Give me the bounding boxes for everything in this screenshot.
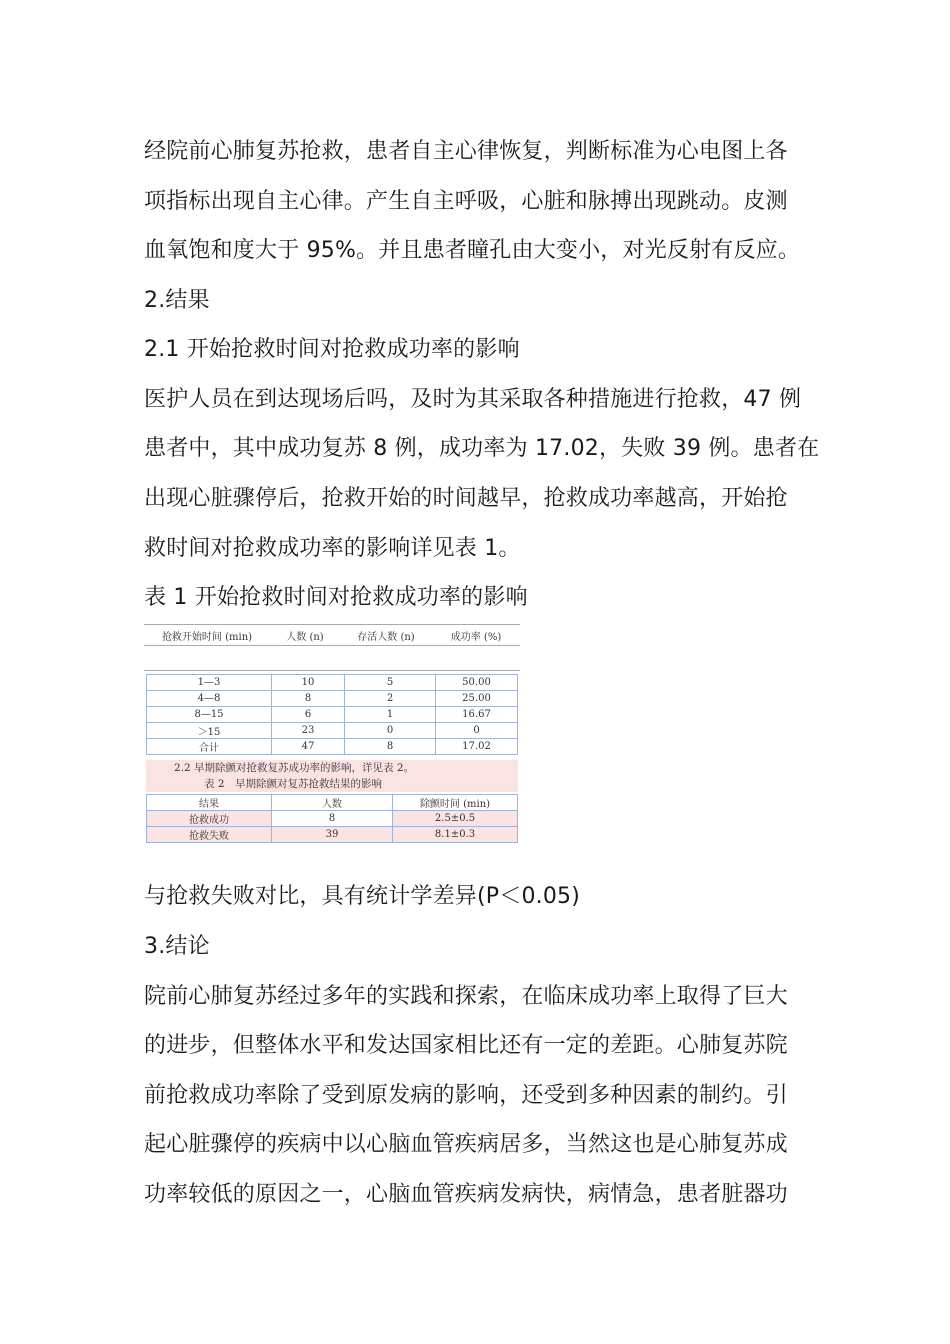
paragraph-line: 救时间对抢救成功率的影响详见表 1。	[144, 536, 521, 561]
section-2-2-heading: 2.2 早期除颤对抢救复苏成功率的影响，详见表 2。	[146, 760, 518, 776]
table1-header-cell: 存活人数 (n)	[357, 632, 415, 643]
table1-divider	[144, 652, 520, 671]
table-row	[147, 827, 518, 843]
paragraph-line: 血氧饱和度大于 95%。并且患者瞳孔由大变小，对光反射有反应。	[144, 238, 801, 263]
table-cell: 23	[272, 723, 345, 739]
paragraph-line: 项指标出现自主心律。产生自主呼吸，心脏和脉搏出现跳动。皮测	[144, 189, 788, 214]
subsection-heading: 2.1 开始抢救时间对抢救成功率的影响	[144, 337, 520, 362]
table-row	[147, 707, 518, 723]
paragraph-line: 患者中，其中成功复苏 8 例，成功率为 17.02，失败 39 例。患者在	[144, 436, 820, 461]
paragraph-line: 经院前心肺复苏抢救，患者自主心律恢复，判断标准为心电图上各	[144, 139, 788, 164]
table1-header-cell: 抢救开始时间 (min)	[161, 632, 253, 643]
table-cell: 2.5±0.5	[393, 811, 518, 827]
table-row	[147, 675, 518, 691]
table-caption: 表 1 开始抢救时间对抢救成功率的影响	[144, 585, 528, 610]
table-row	[147, 739, 518, 755]
table-cell: 8	[272, 691, 345, 707]
paragraph-line: 出现心脏骤停后，抢救开始的时间越早，抢救成功率越高，开始抢	[144, 486, 788, 511]
table-cell: 合计	[147, 739, 272, 755]
table-row	[147, 723, 518, 739]
paragraph-line: 院前心肺复苏经过多年的实践和探索，在临床成功率上取得了巨大	[144, 984, 788, 1009]
table-cell: 0	[436, 723, 518, 739]
table2	[146, 794, 518, 843]
table-row	[147, 691, 518, 707]
table2-caption: 表 2 早期除颤对复苏抢救结果的影响	[146, 776, 518, 792]
table2-header-cell: 结果	[147, 795, 272, 811]
paragraph-line: 的进步，但整体水平和发达国家相比还有一定的差距。心肺复苏院	[144, 1033, 788, 1058]
table-cell: 抢救失败	[147, 827, 272, 843]
paragraph-line: 功率较低的原因之一，心脑血管疾病发病快，病情急，患者脏器功	[144, 1182, 788, 1207]
embedded-table-image	[144, 622, 520, 848]
paragraph-line: 与抢救失败对比，具有统计学差异(P＜0.05)	[144, 884, 581, 909]
section-heading: 2.结果	[144, 288, 210, 313]
section-heading: 3.结论	[144, 934, 210, 959]
table-cell: 8	[272, 811, 393, 827]
table2-header-cell: 除颤时间 (min)	[393, 795, 518, 811]
table-row	[147, 811, 518, 827]
paragraph-line: 起心脏骤停的疾病中以心脑血管疾病居多，当然这也是心肺复苏成	[144, 1132, 788, 1157]
table1	[146, 674, 518, 755]
table-cell: 5	[345, 675, 436, 691]
table-cell: 50.00	[436, 675, 518, 691]
table-cell: 1	[345, 707, 436, 723]
table2-header-cell: 人数	[272, 795, 393, 811]
table-cell: 8.1±0.3	[393, 827, 518, 843]
table-cell: 17.02	[436, 739, 518, 755]
table-cell: 1—3	[147, 675, 272, 691]
table-cell: 6	[272, 707, 345, 723]
table1-header-row	[144, 624, 520, 646]
table-cell: 4—8	[147, 691, 272, 707]
paragraph-line: 医护人员在到达现场后吗，及时为其采取各种措施进行抢救，47 例	[144, 387, 802, 412]
table-row	[147, 795, 518, 811]
table-cell: 2	[345, 691, 436, 707]
table-cell: 39	[272, 827, 393, 843]
table-cell: 8—15	[147, 707, 272, 723]
table-cell: 25.00	[436, 691, 518, 707]
table-cell: 16.67	[436, 707, 518, 723]
table-cell: 8	[345, 739, 436, 755]
table-cell: 47	[272, 739, 345, 755]
table-cell: ＞15	[147, 723, 272, 739]
table-cell: 10	[272, 675, 345, 691]
table-cell: 抢救成功	[147, 811, 272, 827]
table1-header-cell: 成功率 (%)	[450, 632, 502, 643]
table-cell: 0	[345, 723, 436, 739]
paragraph-line: 前抢救成功率除了受到原发病的影响，还受到多种因素的制约。引	[144, 1083, 788, 1108]
table1-header-cell: 人数 (n)	[286, 632, 324, 643]
